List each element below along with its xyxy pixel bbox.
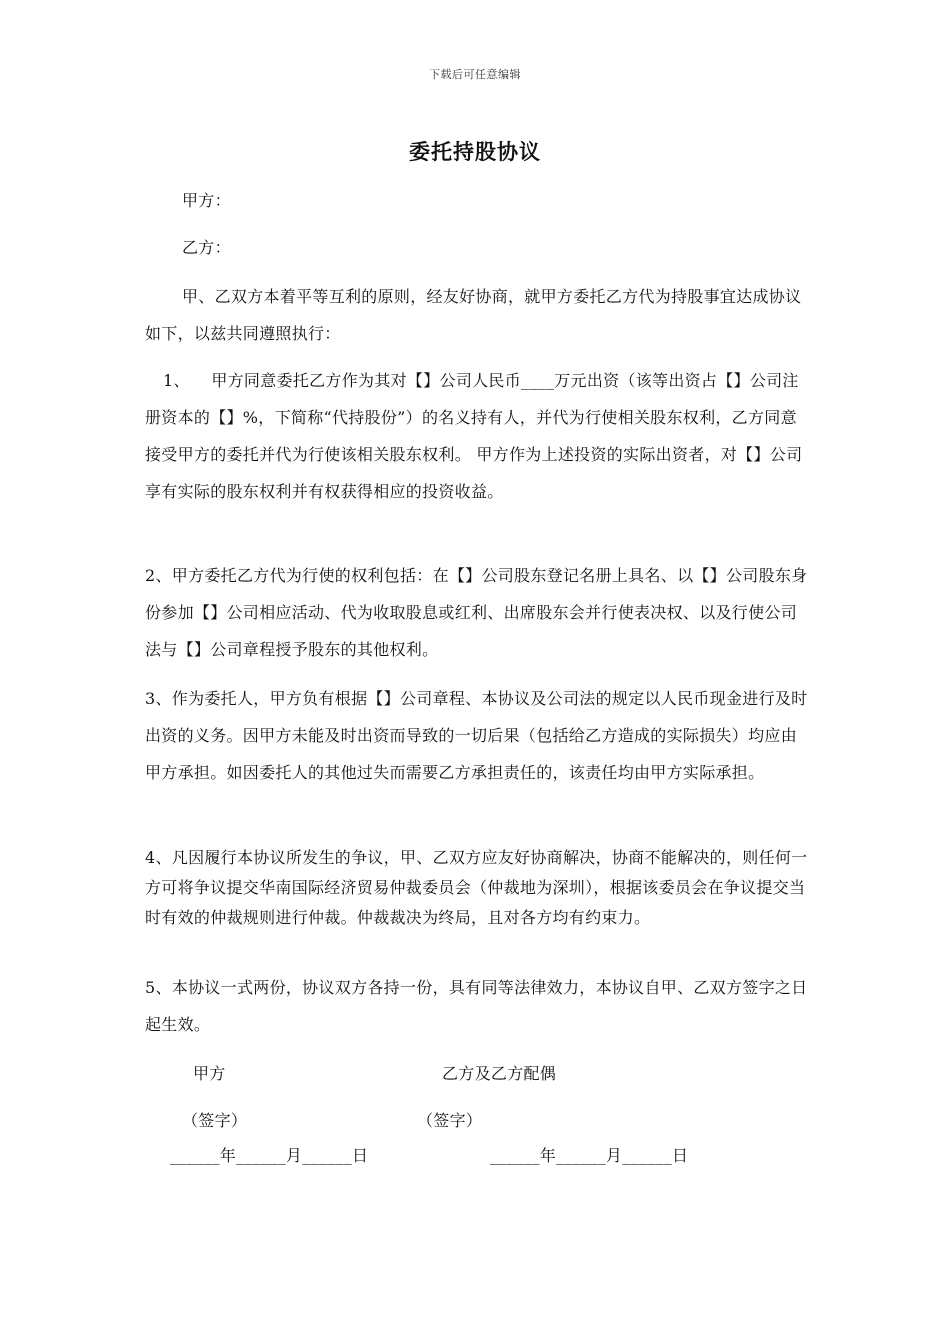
signature-party-a: 甲方 — [193, 1064, 226, 1083]
clause-1: 1、 甲方同意委托乙方作为其对【】公司人民币____万元出资（该等出资占【】公司注册资本的【】%，下简称“代持股份”）的名义持有人，并代为行使相关股东权利，乙方同意接受甲方的委托并代为行使该相关股东权利。 甲方作为上述投资的实际出资者，对【】公司享有实际的股东权利并有权获得相应的投资收益。 — [145, 371, 803, 501]
clause-2: 2、甲方委托乙方代为行使的权利包括：在【】公司股东登记名册上具名、以【】公司股东身份参加【】公司相应活动、代为收取股息或红利、出席股东会并行使表决权、以及行使公司法与【】公司章程授予股东的其他权利。 — [145, 566, 808, 659]
intro-paragraph: 甲、乙双方本着平等互利的原则，经友好协商，就甲方委托乙方代为持股事宜达成协议如下，以兹共同遵照执行： — [145, 287, 802, 343]
clause-5: 5、本协议一式两份，协议双方各持一份，具有同等法律效力，本协议自甲、乙双方签字之日起生效。 — [145, 978, 808, 1034]
clause-3: 3、作为委托人，甲方负有根据【】公司章程、本协议及公司法的规定以人民币现金进行及时出资的义务。因甲方未能及时出资而导致的一切后果（包括给乙方造成的实际损失）均应由甲方承担。如因委托人的其他过失而需要乙方承担责任的，该责任均由甲方实际承担。 — [145, 689, 808, 782]
sign-here-a: （签字） — [182, 1111, 248, 1130]
party-b-label: 乙方： — [182, 238, 231, 257]
date-line-b: ______年______月______日 — [490, 1146, 689, 1165]
document-title: 委托持股协议 — [409, 139, 541, 164]
date-line-a: ______年______月______日 — [170, 1146, 369, 1165]
signature-party-b: 乙方及乙方配偶 — [442, 1064, 557, 1083]
sign-here-b: （签字） — [417, 1111, 483, 1130]
clause-4: 4、凡因履行本协议所发生的争议，甲、乙双方应友好协商解决，协商不能解决的，则任何一方可将争议提交华南国际经济贸易仲裁委员会（仲裁地为深圳），根据该委员会在争议提交当时有效的仲裁规则进行仲裁。仲裁裁决为终局，且对各方均有约束力。 — [145, 848, 808, 927]
party-a-label: 甲方： — [182, 191, 231, 210]
header-note: 下载后可任意编辑 — [429, 68, 521, 81]
